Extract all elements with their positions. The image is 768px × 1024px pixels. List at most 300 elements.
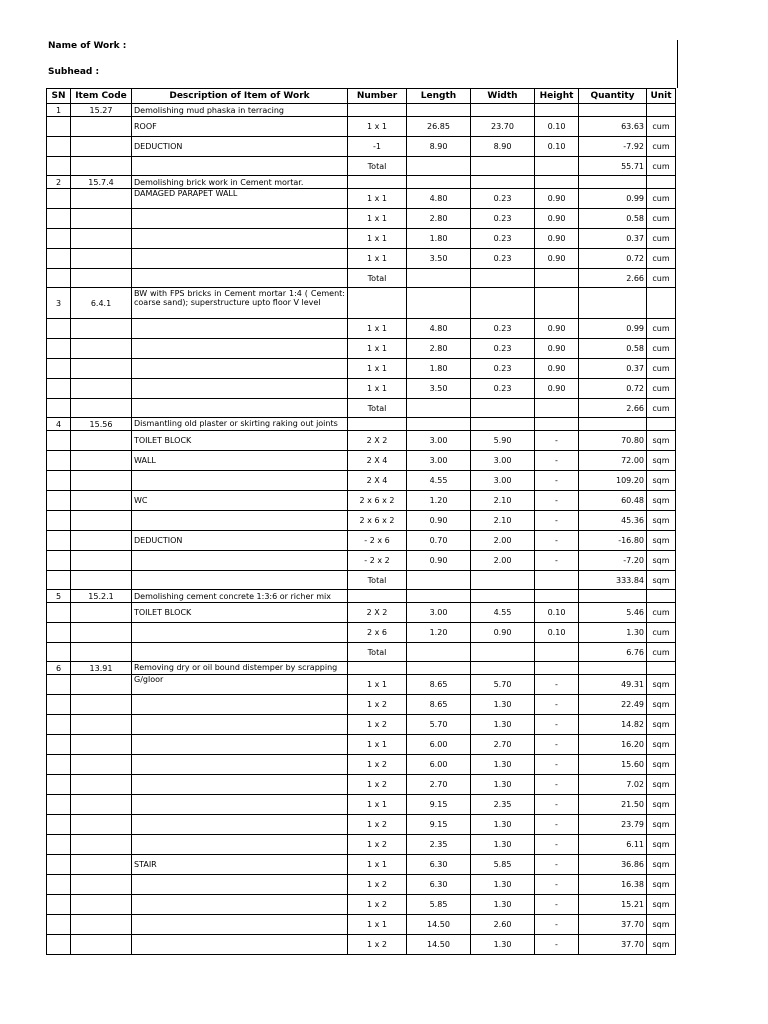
row-quantity: 72.00 (579, 451, 647, 471)
row-number (348, 418, 407, 431)
row-number: 1 x 2 (348, 815, 407, 835)
row-width: 0.23 (471, 339, 535, 359)
row-quantity (579, 418, 647, 431)
row-description (132, 269, 348, 288)
row-unit: sqm (647, 895, 676, 915)
row-unit (647, 176, 676, 189)
row-height: 0.90 (535, 229, 579, 249)
row-unit: sqm (647, 551, 676, 571)
row-unit: cum (647, 379, 676, 399)
sheet-right-border (677, 40, 678, 88)
row-quantity: 1.30 (579, 623, 647, 643)
row-unit: sqm (647, 715, 676, 735)
row-unit: cum (647, 157, 676, 176)
row-width: 1.30 (471, 895, 535, 915)
col-header-quantity: Quantity (579, 89, 647, 104)
row-item-code (71, 359, 132, 379)
row-quantity: 23.79 (579, 815, 647, 835)
row-unit: cum (647, 339, 676, 359)
row-height: - (535, 695, 579, 715)
row-description (132, 875, 348, 895)
row-number: 1 x 1 (348, 855, 407, 875)
row-quantity: 0.72 (579, 379, 647, 399)
row-number: 1 x 1 (348, 209, 407, 229)
row-sn (47, 695, 71, 715)
row-number (348, 104, 407, 117)
table-row (47, 269, 676, 288)
row-item-code (71, 431, 132, 451)
row-height: - (535, 511, 579, 531)
table-row (47, 418, 676, 431)
row-length: 3.00 (407, 451, 471, 471)
row-description: Demolishing brick work in Cement mortar. (132, 176, 348, 189)
row-width: 0.23 (471, 249, 535, 269)
row-height: - (535, 875, 579, 895)
row-unit: sqm (647, 735, 676, 755)
row-sn (47, 471, 71, 491)
row-item-code (71, 339, 132, 359)
row-sn (47, 359, 71, 379)
row-sn (47, 571, 71, 590)
row-unit: cum (647, 359, 676, 379)
row-height: 0.90 (535, 319, 579, 339)
row-height: 0.90 (535, 249, 579, 269)
row-length (407, 571, 471, 590)
row-number: Total (348, 269, 407, 288)
row-unit: sqm (647, 775, 676, 795)
row-sn (47, 675, 71, 695)
row-height: 0.10 (535, 603, 579, 623)
row-length (407, 662, 471, 675)
table-header-row (47, 89, 676, 104)
row-description (132, 571, 348, 590)
row-sn (47, 715, 71, 735)
row-length (407, 269, 471, 288)
row-quantity: 49.31 (579, 675, 647, 695)
row-height: - (535, 915, 579, 935)
row-number: Total (348, 571, 407, 590)
row-height: - (535, 815, 579, 835)
row-length (407, 418, 471, 431)
row-quantity: 0.37 (579, 229, 647, 249)
row-length: 1.80 (407, 229, 471, 249)
row-length: 3.50 (407, 379, 471, 399)
row-item-code (71, 491, 132, 511)
row-width: 5.70 (471, 675, 535, 695)
table-row (47, 137, 676, 157)
row-length: 8.65 (407, 675, 471, 695)
row-sn (47, 835, 71, 855)
table-row (47, 675, 676, 695)
row-sn (47, 511, 71, 531)
row-unit: sqm (647, 875, 676, 895)
row-width: 2.10 (471, 491, 535, 511)
row-quantity (579, 104, 647, 117)
row-width: 0.23 (471, 359, 535, 379)
row-width (471, 418, 535, 431)
col-header-sn: SN (47, 89, 71, 104)
row-width: 4.55 (471, 603, 535, 623)
row-height: - (535, 775, 579, 795)
row-sn (47, 895, 71, 915)
row-width: 8.90 (471, 137, 535, 157)
row-quantity: 0.58 (579, 209, 647, 229)
row-number: 2 x 6 (348, 623, 407, 643)
row-height: - (535, 895, 579, 915)
row-height: - (535, 675, 579, 695)
row-description: Dismantling old plaster or skirting raking out joints (132, 418, 348, 431)
row-item-code: 13.91 (71, 662, 132, 675)
row-length: 9.15 (407, 815, 471, 835)
row-width: 2.00 (471, 551, 535, 571)
row-width: 2.10 (471, 511, 535, 531)
row-description (132, 835, 348, 855)
row-item-code: 15.56 (71, 418, 132, 431)
table-row (47, 695, 676, 715)
row-number: 2 x 6 x 2 (348, 511, 407, 531)
row-unit: sqm (647, 675, 676, 695)
row-length (407, 104, 471, 117)
row-number: 2 X 2 (348, 603, 407, 623)
row-height: 0.90 (535, 359, 579, 379)
table-row (47, 755, 676, 775)
row-description (132, 643, 348, 662)
row-sn (47, 875, 71, 895)
table-row (47, 209, 676, 229)
row-item-code (71, 695, 132, 715)
table-row (47, 935, 676, 955)
row-height: 0.10 (535, 623, 579, 643)
row-length: 2.80 (407, 339, 471, 359)
row-unit: sqm (647, 471, 676, 491)
row-width (471, 662, 535, 675)
row-height: - (535, 855, 579, 875)
row-height: 0.90 (535, 189, 579, 209)
table-row (47, 471, 676, 491)
row-sn (47, 915, 71, 935)
row-quantity: 2.66 (579, 399, 647, 418)
row-length: 14.50 (407, 935, 471, 955)
row-length: 4.80 (407, 319, 471, 339)
row-item-code (71, 157, 132, 176)
col-header-width: Width (471, 89, 535, 104)
row-description (132, 399, 348, 418)
row-description (132, 815, 348, 835)
row-height: - (535, 835, 579, 855)
row-quantity: 0.58 (579, 339, 647, 359)
row-height: - (535, 795, 579, 815)
row-quantity: 45.36 (579, 511, 647, 531)
row-height: 0.90 (535, 209, 579, 229)
row-width: 3.00 (471, 471, 535, 491)
row-quantity: 5.46 (579, 603, 647, 623)
row-sn (47, 603, 71, 623)
row-quantity (579, 590, 647, 603)
row-sn (47, 855, 71, 875)
table-row (47, 643, 676, 662)
row-description (132, 319, 348, 339)
table-row (47, 319, 676, 339)
row-description: DEDUCTION (132, 531, 348, 551)
row-number: 1 x 1 (348, 675, 407, 695)
row-sn (47, 935, 71, 955)
row-unit (647, 590, 676, 603)
table-row (47, 189, 676, 209)
row-item-code (71, 795, 132, 815)
row-length: 0.90 (407, 511, 471, 531)
row-length (407, 399, 471, 418)
row-sn (47, 795, 71, 815)
row-width (471, 269, 535, 288)
row-item-code: 6.4.1 (71, 288, 132, 319)
row-item-code (71, 571, 132, 590)
row-number: 1 x 2 (348, 895, 407, 915)
table-row (47, 551, 676, 571)
row-length: 3.00 (407, 603, 471, 623)
row-sn (47, 623, 71, 643)
row-length (407, 176, 471, 189)
row-item-code (71, 755, 132, 775)
row-height (535, 269, 579, 288)
row-width: 2.60 (471, 915, 535, 935)
row-length: 2.70 (407, 775, 471, 795)
row-number: 1 x 1 (348, 795, 407, 815)
row-quantity: 16.38 (579, 875, 647, 895)
table-row (47, 451, 676, 471)
row-item-code (71, 511, 132, 531)
row-sn (47, 491, 71, 511)
row-length: 8.65 (407, 695, 471, 715)
row-item-code: 15.27 (71, 104, 132, 117)
row-length: 26.85 (407, 117, 471, 137)
table-row (47, 815, 676, 835)
table-row (47, 229, 676, 249)
row-unit: sqm (647, 511, 676, 531)
row-number: 2 X 4 (348, 451, 407, 471)
row-item-code (71, 189, 132, 209)
row-length: 5.70 (407, 715, 471, 735)
row-item-code (71, 735, 132, 755)
row-item-code (71, 815, 132, 835)
row-number: 1 x 2 (348, 875, 407, 895)
row-quantity: 70.80 (579, 431, 647, 451)
row-unit: cum (647, 623, 676, 643)
row-description: DAMAGED PARAPET WALL (132, 189, 348, 209)
row-item-code (71, 835, 132, 855)
row-sn: 1 (47, 104, 71, 117)
row-description (132, 359, 348, 379)
row-item-code (71, 451, 132, 471)
row-length (407, 643, 471, 662)
row-unit: sqm (647, 531, 676, 551)
table-row (47, 176, 676, 189)
row-width: 1.30 (471, 835, 535, 855)
row-description: G/gloor (132, 675, 348, 695)
row-length: 0.70 (407, 531, 471, 551)
row-sn (47, 137, 71, 157)
row-item-code (71, 117, 132, 137)
col-header-description: Description of Item of Work (132, 89, 348, 104)
row-length (407, 157, 471, 176)
row-number (348, 288, 407, 319)
row-description: TOILET BLOCK (132, 603, 348, 623)
row-height: - (535, 715, 579, 735)
row-width (471, 157, 535, 176)
row-sn (47, 319, 71, 339)
row-quantity: 22.49 (579, 695, 647, 715)
row-number: 1 x 1 (348, 735, 407, 755)
row-description (132, 775, 348, 795)
row-number (348, 176, 407, 189)
row-width: 0.23 (471, 189, 535, 209)
row-height (535, 399, 579, 418)
row-sn (47, 379, 71, 399)
row-description (132, 795, 348, 815)
row-sn: 5 (47, 590, 71, 603)
row-unit: cum (647, 319, 676, 339)
row-sn (47, 643, 71, 662)
row-number: -1 (348, 137, 407, 157)
row-description (132, 695, 348, 715)
table-row (47, 623, 676, 643)
row-width (471, 176, 535, 189)
row-unit: sqm (647, 695, 676, 715)
table-row (47, 715, 676, 735)
row-sn (47, 451, 71, 471)
row-sn (47, 399, 71, 418)
row-quantity (579, 176, 647, 189)
row-quantity: 21.50 (579, 795, 647, 815)
row-width: 3.00 (471, 451, 535, 471)
row-sn (47, 157, 71, 176)
col-header-number: Number (348, 89, 407, 104)
col-header-unit: Unit (647, 89, 676, 104)
row-width (471, 643, 535, 662)
row-quantity: 0.37 (579, 359, 647, 379)
row-number: 1 x 2 (348, 835, 407, 855)
row-item-code (71, 875, 132, 895)
row-unit (647, 104, 676, 117)
row-item-code (71, 551, 132, 571)
row-quantity: 37.70 (579, 915, 647, 935)
row-unit (647, 418, 676, 431)
row-sn (47, 269, 71, 288)
row-unit: cum (647, 229, 676, 249)
row-unit: cum (647, 249, 676, 269)
table-row (47, 399, 676, 418)
row-description (132, 471, 348, 491)
row-item-code (71, 623, 132, 643)
row-item-code (71, 643, 132, 662)
table-row (47, 104, 676, 117)
table-row (47, 735, 676, 755)
row-height (535, 288, 579, 319)
row-sn (47, 209, 71, 229)
row-length: 6.30 (407, 855, 471, 875)
row-sn (47, 249, 71, 269)
row-length (407, 590, 471, 603)
table-row (47, 531, 676, 551)
row-height: - (535, 531, 579, 551)
row-unit: sqm (647, 755, 676, 775)
row-quantity: 6.11 (579, 835, 647, 855)
row-number: 1 x 2 (348, 715, 407, 735)
row-quantity: 7.02 (579, 775, 647, 795)
row-item-code (71, 269, 132, 288)
row-number: 2 X 4 (348, 471, 407, 491)
row-width (471, 590, 535, 603)
row-unit: sqm (647, 491, 676, 511)
row-item-code (71, 379, 132, 399)
row-quantity: 14.82 (579, 715, 647, 735)
row-description (132, 551, 348, 571)
row-height (535, 662, 579, 675)
row-quantity: 0.99 (579, 189, 647, 209)
row-length: 1.80 (407, 359, 471, 379)
col-header-height: Height (535, 89, 579, 104)
row-unit: sqm (647, 795, 676, 815)
row-length: 8.90 (407, 137, 471, 157)
row-length: 6.30 (407, 875, 471, 895)
row-width: 5.85 (471, 855, 535, 875)
row-number: 1 x 2 (348, 755, 407, 775)
row-height: 0.90 (535, 339, 579, 359)
row-unit: sqm (647, 815, 676, 835)
row-description (132, 157, 348, 176)
row-number: Total (348, 399, 407, 418)
row-quantity: 2.66 (579, 269, 647, 288)
row-description: BW with FPS bricks in Cement mortar 1:4 ( Cement: coarse sand); superstructure upto floor V level (132, 288, 348, 319)
row-number: - 2 x 6 (348, 531, 407, 551)
row-quantity: 16.20 (579, 735, 647, 755)
row-quantity: -7.92 (579, 137, 647, 157)
row-height: - (535, 755, 579, 775)
row-number: 1 x 1 (348, 359, 407, 379)
row-length: 0.90 (407, 551, 471, 571)
row-description: WC (132, 491, 348, 511)
row-length (407, 288, 471, 319)
table-row (47, 511, 676, 531)
subhead-label: Subhead : (48, 67, 100, 77)
row-number: 2 X 2 (348, 431, 407, 451)
row-quantity: 15.21 (579, 895, 647, 915)
row-sn: 3 (47, 288, 71, 319)
row-number: - 2 x 2 (348, 551, 407, 571)
row-length: 9.15 (407, 795, 471, 815)
row-quantity: 37.70 (579, 935, 647, 955)
table-row (47, 431, 676, 451)
row-width: 1.30 (471, 715, 535, 735)
table-row (47, 855, 676, 875)
row-unit: sqm (647, 451, 676, 471)
row-width (471, 571, 535, 590)
table-row (47, 875, 676, 895)
row-quantity: 0.72 (579, 249, 647, 269)
name-of-work-label: Name of Work : (48, 41, 127, 51)
row-description: DEDUCTION (132, 137, 348, 157)
row-height: 0.10 (535, 117, 579, 137)
row-width: 0.23 (471, 209, 535, 229)
table-row (47, 491, 676, 511)
table-row (47, 590, 676, 603)
table-row (47, 915, 676, 935)
row-description: STAIR (132, 855, 348, 875)
row-height (535, 176, 579, 189)
row-description (132, 229, 348, 249)
row-sn: 4 (47, 418, 71, 431)
table-row (47, 775, 676, 795)
row-item-code (71, 471, 132, 491)
